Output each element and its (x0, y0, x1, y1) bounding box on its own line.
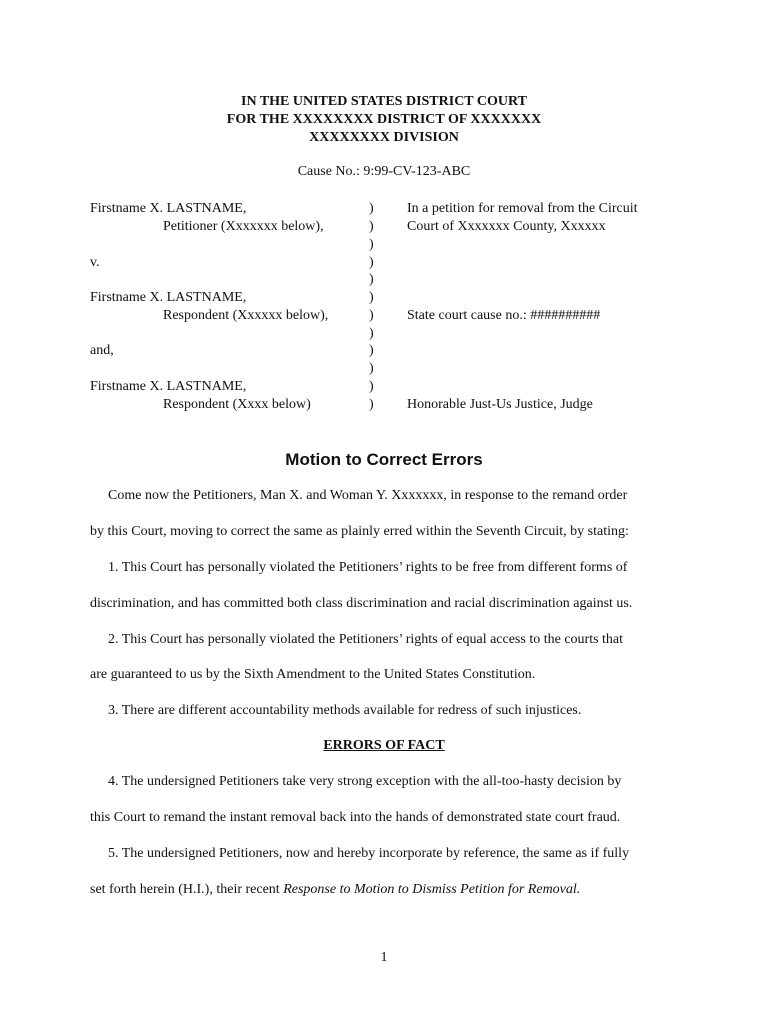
numbered-item-4: 4. The undersigned Petitioners take very strong exception with the all-too-hasty decision by (108, 774, 622, 789)
caption-paren: ) (369, 219, 374, 234)
motion-title: Motion to Correct Errors (285, 450, 483, 469)
judge-name: Honorable Just-Us Justice, Judge (407, 397, 593, 412)
caption-paren: ) (369, 343, 374, 358)
removal-note-line-1: In a petition for removal from the Circuit (407, 201, 638, 216)
section-heading: ERRORS OF FACT (323, 738, 445, 753)
cause-number: Cause No.: 9:99-CV-123-ABC (297, 164, 471, 179)
party3-role: Respondent (Xxxx below) (163, 397, 311, 412)
paragraph-line (90, 882, 680, 898)
state-cause-number: State court cause no.: ########## (407, 308, 601, 323)
numbered-item-5: 5. The undersigned Petitioners, now and hereby incorporate by reference, the same as if fully (108, 846, 630, 861)
paragraph-line: Come now the Petitioners, Man X. and Woman Y. Xxxxxxx, in response to the remand order (108, 488, 628, 503)
court-line-2: FOR THE XXXXXXXX DISTRICT OF XXXXXXX (226, 112, 542, 127)
paragraph-text: set forth herein (H.I.), their recent (90, 882, 284, 897)
paragraph-line: discrimination, and has committed both class discrimination and racial discrimination against us. (90, 596, 633, 611)
italic-reference: Response to Motion to Dismiss Petition for Removal. (283, 882, 581, 897)
paragraph-line: this Court to remand the instant removal back into the hands of demonstrated state court fraud. (90, 810, 621, 825)
and-label: and, (90, 343, 114, 358)
caption-paren: ) (369, 237, 374, 252)
caption-paren: ) (369, 201, 374, 216)
party1-name: Firstname X. LASTNAME, (90, 201, 247, 216)
paragraph-line: by this Court, moving to correct the same as plainly erred within the Seventh Circuit, by stating: (90, 524, 629, 539)
party2-name: Firstname X. LASTNAME, (90, 290, 247, 305)
court-line-3: XXXXXXXX DIVISION (309, 130, 459, 145)
removal-note-line-2: Court of Xxxxxxx County, Xxxxxx (407, 219, 606, 234)
numbered-item-3: 3. There are different accountability methods available for redress of such injustices. (108, 703, 582, 718)
paragraph-line: are guaranteed to us by the Sixth Amendment to the United States Constitution. (90, 667, 536, 682)
caption-paren: ) (369, 290, 374, 305)
numbered-item-1: 1. This Court has personally violated the Petitioners’ rights to be free from different forms of (108, 560, 628, 575)
numbered-item-2: 2. This Court has personally violated the Petitioners’ rights of equal access to the courts that (108, 632, 624, 647)
caption-paren: ) (369, 361, 374, 376)
page-number: 1 (380, 950, 388, 965)
caption-paren: ) (369, 308, 374, 323)
caption-paren: ) (369, 255, 374, 270)
caption-paren: ) (369, 379, 374, 394)
party1-role: Petitioner (Xxxxxxx below), (163, 219, 324, 234)
caption-paren: ) (369, 272, 374, 287)
caption-paren: ) (369, 326, 374, 341)
court-line-1: IN THE UNITED STATES DISTRICT COURT (241, 94, 527, 109)
party3-name: Firstname X. LASTNAME, (90, 379, 247, 394)
caption-paren: ) (369, 397, 374, 412)
party2-role: Respondent (Xxxxxx below), (163, 308, 329, 323)
versus: v. (90, 255, 100, 270)
